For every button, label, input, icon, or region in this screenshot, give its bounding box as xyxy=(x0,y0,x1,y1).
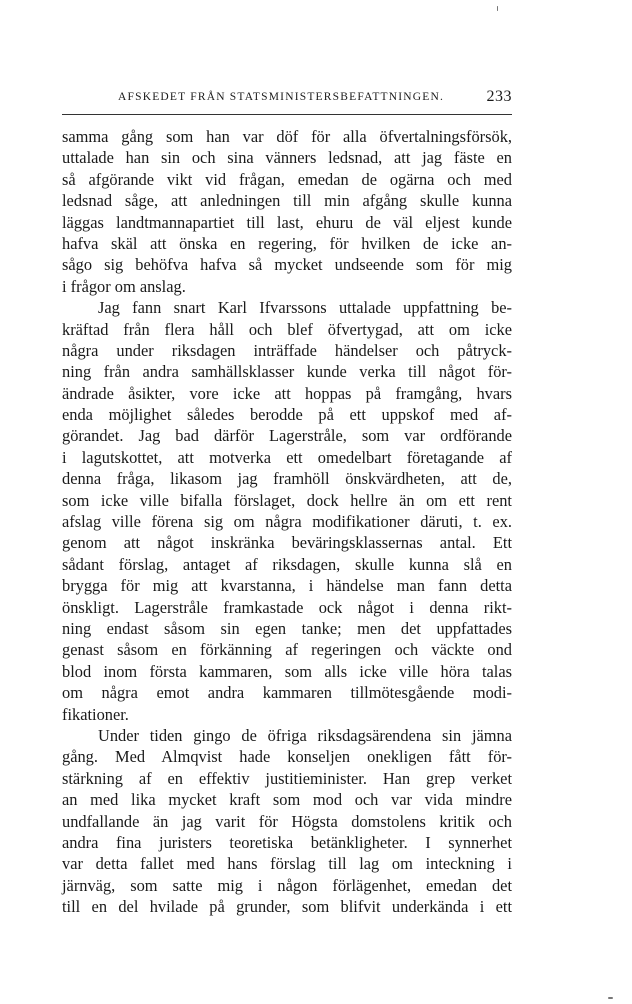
text-line: i frågor om anslag. xyxy=(62,276,186,296)
text-line: uttalade han sin och sina vänners ledsnad, att jag fäste en xyxy=(62,148,512,168)
text-line: enda möjlighet således berodde på ett uppskof med af- xyxy=(62,405,512,425)
text-line: denna fråga, likasom jag framhöll önskvärdheten, att de, xyxy=(62,469,512,489)
text-line: ledsnad såge, att anledningen till min afgång skulle kunna xyxy=(62,191,512,211)
text-line: som icke ville bifalla förslaget, dock hellre än om ett rent xyxy=(62,490,512,510)
text-line: om några emot andra kammaren tillmötesgående modi- xyxy=(62,683,512,703)
paragraph-first-line: Under tiden gingo de öfriga riksdagsärendena sin jämna xyxy=(98,725,512,745)
text-line: an med lika mycket kraft som mod och var vida mindre xyxy=(62,790,512,810)
text-line: kräftad från flera håll och blef öfvertygad, att om icke xyxy=(62,319,512,339)
text-line: görandet. Jag bad därför Lagerstråle, som var ordförande xyxy=(62,426,512,446)
text-line: sågo sig behöfva hafva så mycket undseende som för mig xyxy=(62,255,512,275)
running-head: AFSKEDET FRÅN STATSMINISTERSBEFATTNINGEN. xyxy=(118,91,445,103)
scan-speck xyxy=(608,997,613,999)
text-line: till en del hvilade på grunder, som blifvit underkända i ett xyxy=(62,897,512,917)
paragraph-first-line: Jag fann snart Karl Ifvarssons uttalade uppfattning be- xyxy=(98,298,512,318)
page-header xyxy=(62,89,512,109)
text-line: sådant förslag, antaget af riksdagen, skulle kunna slå en xyxy=(62,554,512,574)
text-line: samma gång som han var döf för alla öfvertalningsförsök, xyxy=(62,127,512,146)
text-line: ning endast såsom sin egen tanke; men det uppfattades xyxy=(62,618,512,638)
scan-speck xyxy=(497,6,498,11)
text-line: ändrade åsikter, vore icke att hoppas på framgång, hvars xyxy=(62,383,512,403)
page-number: 233 xyxy=(486,88,512,105)
text-line: genom att något inskränka beväringsklassernas antal. Ett xyxy=(62,533,512,553)
text-line: hafva skäl att önska en regering, för hvilken de icke an- xyxy=(62,233,512,253)
text-line: ning från andra samhällsklasser kunde verka till något för- xyxy=(62,362,512,382)
text-line: andra fina juristers teoretiska betänkligheter. I synnerhet xyxy=(62,832,512,852)
text-line: afslag ville förena sig om några modifikationer däruti, t. ex. xyxy=(62,512,512,532)
text-line: genast såsom en förkänning af regeringen och väckte ond xyxy=(62,640,512,660)
text-line: gång. Med Almqvist hade konseljen onekligen fått för- xyxy=(62,747,512,767)
text-line: i lagutskottet, att motverka ett omedelbart företagande af xyxy=(62,447,512,467)
body-text xyxy=(62,126,512,917)
header-rule xyxy=(62,114,512,115)
text-line: önskligt. Lagerstråle framkastade ock något i denna rikt- xyxy=(62,597,512,617)
text-line: blod inom första kammaren, som alls icke ville höra talas xyxy=(62,661,512,681)
text-line: några under riksdagen inträffade händelser och påtryck- xyxy=(62,340,512,360)
text-line: fikationer. xyxy=(62,704,129,724)
text-line: brygga för mig att kvarstanna, i händelse man fann detta xyxy=(62,576,512,596)
text-line: järnväg, som satte mig i någon förlägenhet, emedan det xyxy=(62,875,512,895)
text-line: läggas landtmannapartiet till last, ehuru de väl eljest kunde xyxy=(62,212,512,232)
text-line: så afgörande vikt vid frågan, emedan de ogärna och med xyxy=(62,169,512,189)
text-line: undfallande än jag varit för Högsta domstolens kritik och xyxy=(62,811,512,831)
text-line: stärkning af en effektiv justitieminister. Han grep verket xyxy=(62,768,512,788)
text-line: var detta fallet med hans förslag till lag om inteckning i xyxy=(62,854,512,874)
